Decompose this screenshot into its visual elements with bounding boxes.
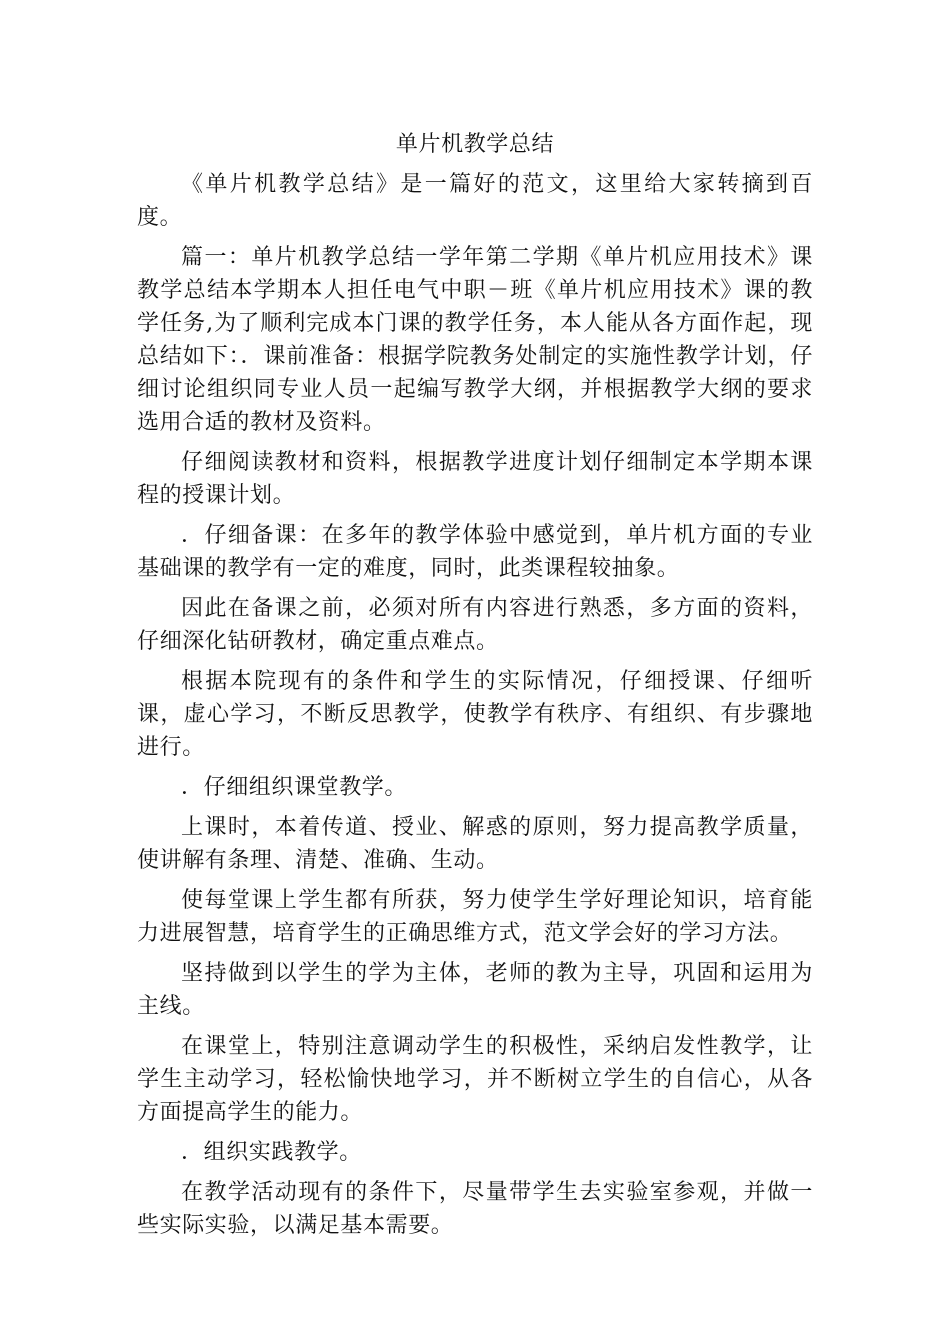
paragraph: 使每堂课上学生都有所获，努力使学生学好理论知识，培育能力进展智慧，培育学生的正确思维方式，范文学会好的学习方法。 xyxy=(137,888,813,946)
paragraph: 在教学活动现有的条件下，尽量带学生去实验室参观，并做一些实际实验，以满足基本需要。 xyxy=(137,1180,813,1238)
paragraph: 坚持做到以学生的学为主体，老师的教为主导，巩固和运用为主线。 xyxy=(137,961,813,1019)
paragraph: 在课堂上，特别注意调动学生的积极性，采纳启发性教学，让学生主动学习，轻松愉快地学习，并不断树立学生的自信心，从各方面提高学生的能力。 xyxy=(137,1034,813,1125)
paragraph: 上课时，本着传道、授业、解惑的原则，努力提高教学质量，使讲解有条理、清楚、准确、生动。 xyxy=(137,815,813,873)
paragraph: ．仔细备课：在多年的教学体验中感觉到，单片机方面的专业基础课的教学有一定的难度，同时，此类课程较抽象。 xyxy=(137,523,813,581)
paragraph: 篇一：单片机教学总结一学年第二学期《单片机应用技术》课教学总结本学期本人担任电气中职－班《单片机应用技术》课的教学任务,为了顺利完成本门课的教学任务，本人能从各方面作起，现总结如下：．课前准备：根据学院教务处制定的实施性教学计划，仔细讨论组织同专业人员一起编写教学大纲，并根据教学大纲的要求选用合适的教材及资料。 xyxy=(137,245,813,435)
paragraph: ．组织实践教学。 xyxy=(181,1140,362,1165)
document-body xyxy=(137,128,813,1249)
document-title: 单片机教学总结 xyxy=(395,132,555,157)
paragraph: 根据本院现有的条件和学生的实际情况，仔细授课、仔细听课，虚心学习，不断反思教学，使教学有秩序、有组织、有步骤地进行。 xyxy=(137,669,813,760)
paragraph-intro: 《单片机教学总结》是一篇好的范文，这里给大家转摘到百度。 xyxy=(137,172,813,230)
paragraph: ．仔细组织课堂教学。 xyxy=(181,775,408,800)
paragraph: 仔细阅读教材和资料，根据教学进度计划仔细制定本学期本课程的授课计划。 xyxy=(137,450,813,508)
paragraph: 因此在备课之前，必须对所有内容进行熟悉，多方面的资料，仔细深化钻研教材，确定重点难点。 xyxy=(137,596,813,654)
